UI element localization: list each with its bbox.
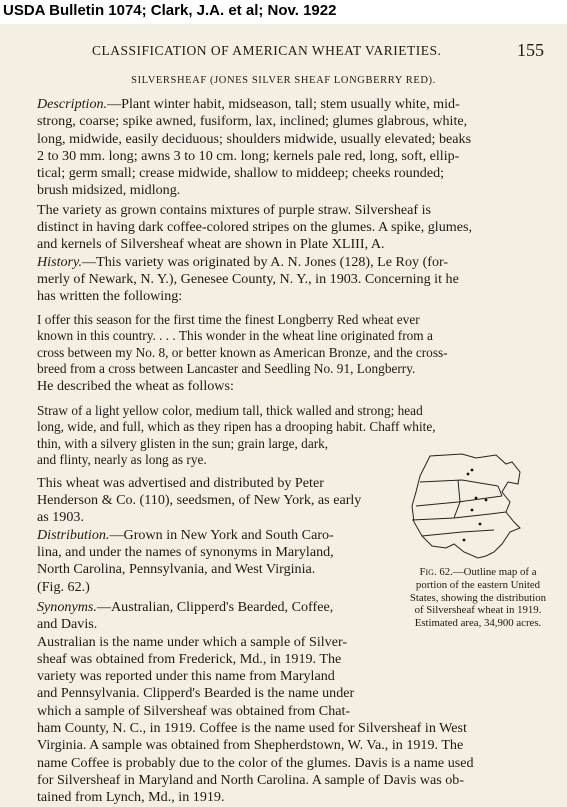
text-line: brush midsized, midlong. [37, 182, 181, 199]
outline-map [402, 452, 552, 560]
text-line: This wheat was advertised and distributed by Peter [37, 474, 324, 491]
paragraph-described: He described the wheat as follows: [37, 377, 234, 394]
running-header [0, 40, 567, 62]
page-number: 155 [517, 40, 544, 60]
run-in-heading: History. [37, 253, 83, 270]
text-line: 2 to 30 mm. long; awns 3 to 10 cm. long; kernels pale red, long, soft, ellip- [37, 147, 460, 164]
text-line [37, 96, 545, 113]
text-line: Henderson & Co. (110), seedsmen, of New York, as early [37, 492, 362, 509]
paragraph-mixture [37, 202, 545, 254]
text-line: variety was reported under this name from Maryland [37, 668, 335, 685]
citation-text: USDA Bulletin 1074; Clark, J.A. et al; Nov. 1922 [3, 2, 337, 19]
figure-label: Fig. 62. [419, 566, 453, 578]
text-line: (Fig. 62.) [37, 578, 90, 595]
text-line: and Davis. [37, 616, 98, 633]
text-line: cross between my No. 8, or better known as American Bronze, and the cross- [37, 344, 448, 360]
text-line: has written the following: [37, 288, 183, 305]
text-line: long, wide, and full, which as they ripen has a drooping habit. Chaff white, [37, 419, 436, 435]
run-in-heading: Description. [37, 96, 108, 112]
text-line: Virginia. A sample was obtained from Shepherdstown, W. Va., in 1919. The [37, 737, 464, 754]
section-title: SILVERSHEAF (JONES SILVER SHEAF LONGBERRY RED). [131, 75, 436, 86]
run-in-text: —This variety was originated by A. N. Jones (128), Le Roy (for- [82, 253, 449, 270]
paragraph-australian-full [37, 720, 545, 806]
text-line: as 1903. [37, 509, 84, 526]
run-in-heading: Distribution. [37, 526, 110, 543]
text-line: distinct in having dark coffee-colored stripes on the glumes. A spike, glumes, [37, 219, 472, 236]
text-line: and flinty, nearly as long as rye. [37, 452, 207, 468]
text-line: and kernels of Silversheaf wheat are shown in Plate XLIII, A. [37, 236, 385, 253]
text-line: thin, with a silvery glisten in the sun; grain large, dark, [37, 435, 329, 451]
running-title: CLASSIFICATION OF AMERICAN WHEAT VARIETIES. [92, 43, 442, 58]
text-line: tained from Lynch, Md., in 1919. [37, 789, 225, 806]
citation-banner [0, 0, 567, 24]
run-in-text: —Australian, Clipperd's Bearded, Coffee, [96, 598, 334, 615]
text-line: sheaf was obtained from Frederick, Md., in 1919. The [37, 650, 342, 667]
text-line [37, 254, 545, 271]
figure-caption-text: —Outline map of a portion of the eastern United States, showing the distribution of Silversheaf wheat in 1919. Estimated area, 34,900 acres. [409, 566, 547, 630]
run-in-text: —Plant winter habit, midseason, tall; stem usually white, mid- [107, 96, 460, 112]
paragraph-australian [37, 634, 545, 720]
run-in-heading: Synonyms. [37, 598, 97, 615]
text-line: known in this country. . . . This wonder in the wheat line originated from a [37, 328, 433, 344]
text-line: North Carolina, Pennsylvania, and West Virginia. [37, 561, 316, 578]
text-line: merly of Newark, N. Y.), Genesee County, N. Y., in 1903. Concerning it he [37, 270, 459, 287]
text-line: for Silversheaf in Maryland and North Carolina. A sample of Davis was ob- [37, 771, 465, 788]
paragraph-quote1 [37, 312, 545, 378]
text-line: The variety as grown contains mixtures of purple straw. Silversheaf is [37, 201, 431, 218]
text-line: lina, and under the names of synonyms in Maryland, [37, 544, 334, 561]
paragraph-description [37, 96, 545, 200]
text-line: and Pennsylvania. Clipperd's Bearded is the name under [37, 685, 355, 702]
text-line: I offer this season for the first time the finest Longberry Red wheat ever [37, 311, 420, 327]
text-line: which a sample of Silversheaf was obtained from Chat- [37, 702, 351, 719]
text-line: Straw of a light yellow color, medium tall, thick walled and strong; head [37, 402, 423, 418]
text-line: Australian is the name under which a sample of Silver- [37, 633, 348, 650]
text-line: long, midwide, easily deciduous; shoulders midwide, usually elevated; beaks [37, 130, 472, 147]
figure-caption [408, 566, 548, 630]
paragraph-history [37, 254, 545, 306]
text-line: tical; germ small; crease midwide, shallow to middeep; cheeks rounded; [37, 165, 445, 182]
text-line: breed from a cross between Lancaster and Seedling No. 91, Longberry. [37, 361, 416, 377]
text-line: ham County, N. C., in 1919. Coffee is the name used for Silversheaf in West [37, 720, 467, 737]
text-line: name Coffee is probably due to the color of the glumes. Davis is a name used [37, 754, 474, 771]
run-in-text: —Grown in New York and South Caro- [109, 526, 334, 543]
text-line: strong, coarse; spike awned, fusiform, lax, inclined; glumes glabrous, white, [37, 113, 468, 130]
